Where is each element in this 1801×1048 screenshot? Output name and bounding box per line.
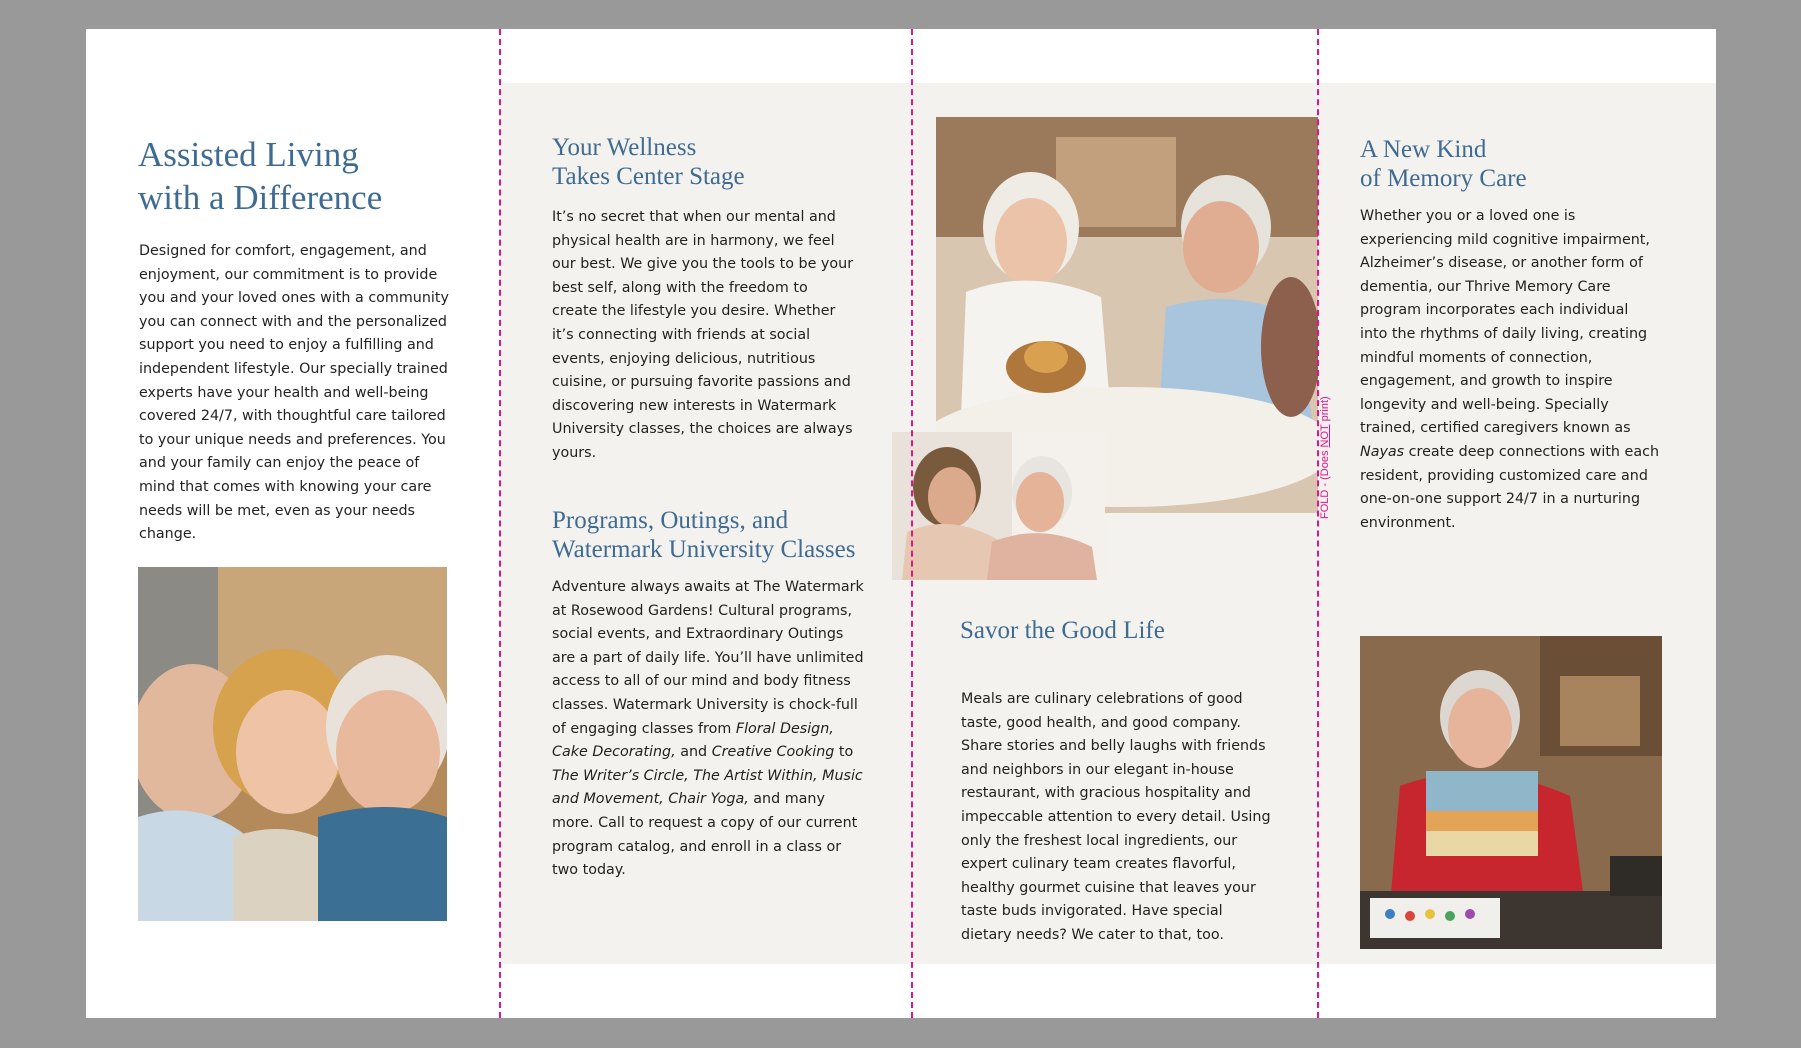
programs-body-text-3: to [834,744,854,761]
panel2-title-line1: Your Wellness [552,134,697,161]
fold-line-1 [499,29,501,1018]
panel1-title-line2: with a Difference [138,178,383,217]
fold-line-2 [911,29,913,1018]
programs-body-text-4: and many more. Call to request a copy of our current program catalog, and enroll in a class or two today. [552,791,858,879]
programs-body-text-1: Adventure always awaits at The Watermark at Rosewood Gardens! Cultural programs, social events, and Extraordinary Outings are a part of daily life. You’ll have unlimited access to all of our mind and body fitness classes. Watermark University is chock-full of engaging classes from [552,579,864,737]
panel2-title-line2: Takes Center Stage [552,163,745,190]
programs-body-italic-3: The Writer’s Circle, The Artist Within, Music and Movement, Chair Yoga, [552,767,863,808]
panel2-title [552,133,745,191]
programs-body-text-2: and [675,744,712,761]
panel4-title-line1: A New Kind [1360,136,1487,163]
panel1-title-line1: Assisted Living [138,135,359,174]
panel4-title [1360,135,1527,193]
fold-line-3 [1317,29,1319,1018]
programs-title-line2: Watermark University Classes [552,536,856,563]
panel4-body [1360,205,1660,535]
fold-note-suffix: print) [1319,396,1331,425]
panel2-body: It’s no secret that when our mental and physical health are in harmony, we feel our best. We give you the tools to be your best self, along with the freedom to create the lifestyle you desire. Whether it’s connecting with friends at social events, enjoying delicious, nutritious cuisine, or pursuing favorite passions and discovering new interests in Watermark University classes, the choices are always yours. [552,209,854,461]
fold-note-underlined: NOT [1319,424,1331,448]
panel4-body-italic: Nayas [1360,443,1405,460]
photo-three-seniors-laughing [138,567,447,921]
programs-title [552,506,855,564]
programs-body-italic-2: Creative Cooking [711,744,835,761]
panel4-body-text-1: Whether you or a loved one is experiencing mild cognitive impairment, Alzheimer’s disease, or another form of dementia, our Thrive Memory Care program incorporates each individual into the rhythms of daily living, creating mindful moments of connection, engagement, and growth to inspire longevity and well-being. Specially trained, certified caregivers known as [1360,208,1650,437]
panel4-title-line2: of Memory Care [1360,165,1527,192]
panel3-title [960,616,1165,645]
panel1-title [138,133,382,219]
photo-resident-with-painting [1360,636,1662,949]
panel4-body-text-2: create deep connections with each resident, providing customized care and one-on-one support 24/7 in a nurturing environment. [1360,443,1660,531]
panel3-body: Meals are culinary celebrations of good taste, good health, and good company. Share stories and belly laughs with friends and neighbors in our elegant in-house restaurant, with gracious hospitality and impeccable attention to every detail. Using only the freshest local ingredients, our expert culinary team creates flavorful, healthy gourmet cuisine that leaves your taste buds invigorated. Have special dietary needs? We cater to that, too. [961,691,1271,943]
programs-body [552,576,866,883]
fold-note-prefix: FOLD - (Does [1319,447,1331,519]
programs-title-line1: Programs, Outings, and [552,507,789,534]
panel1-body: Designed for comfort, engagement, and enjoyment, our commitment is to provide you and your loved ones with a community you can connect with and the personalized support you need to enjoy a fulfilling and independent lifestyle. Our specially trained experts have your health and well-being covered 24/7, with thoughtful care tailored to your unique needs and preferences. You and your family can enjoy the peace of mind that comes with knowing your care needs will be met, even as your needs change. [139,243,449,543]
fold-note [1319,396,1331,519]
brochure-sheet [86,29,1716,1018]
panel3-title-text: Savor the Good Life [960,617,1165,644]
programs-body-italic-1: Floral Design, Cake Decorating, [552,720,834,761]
photo-caregiver-with-resident [892,432,1105,580]
